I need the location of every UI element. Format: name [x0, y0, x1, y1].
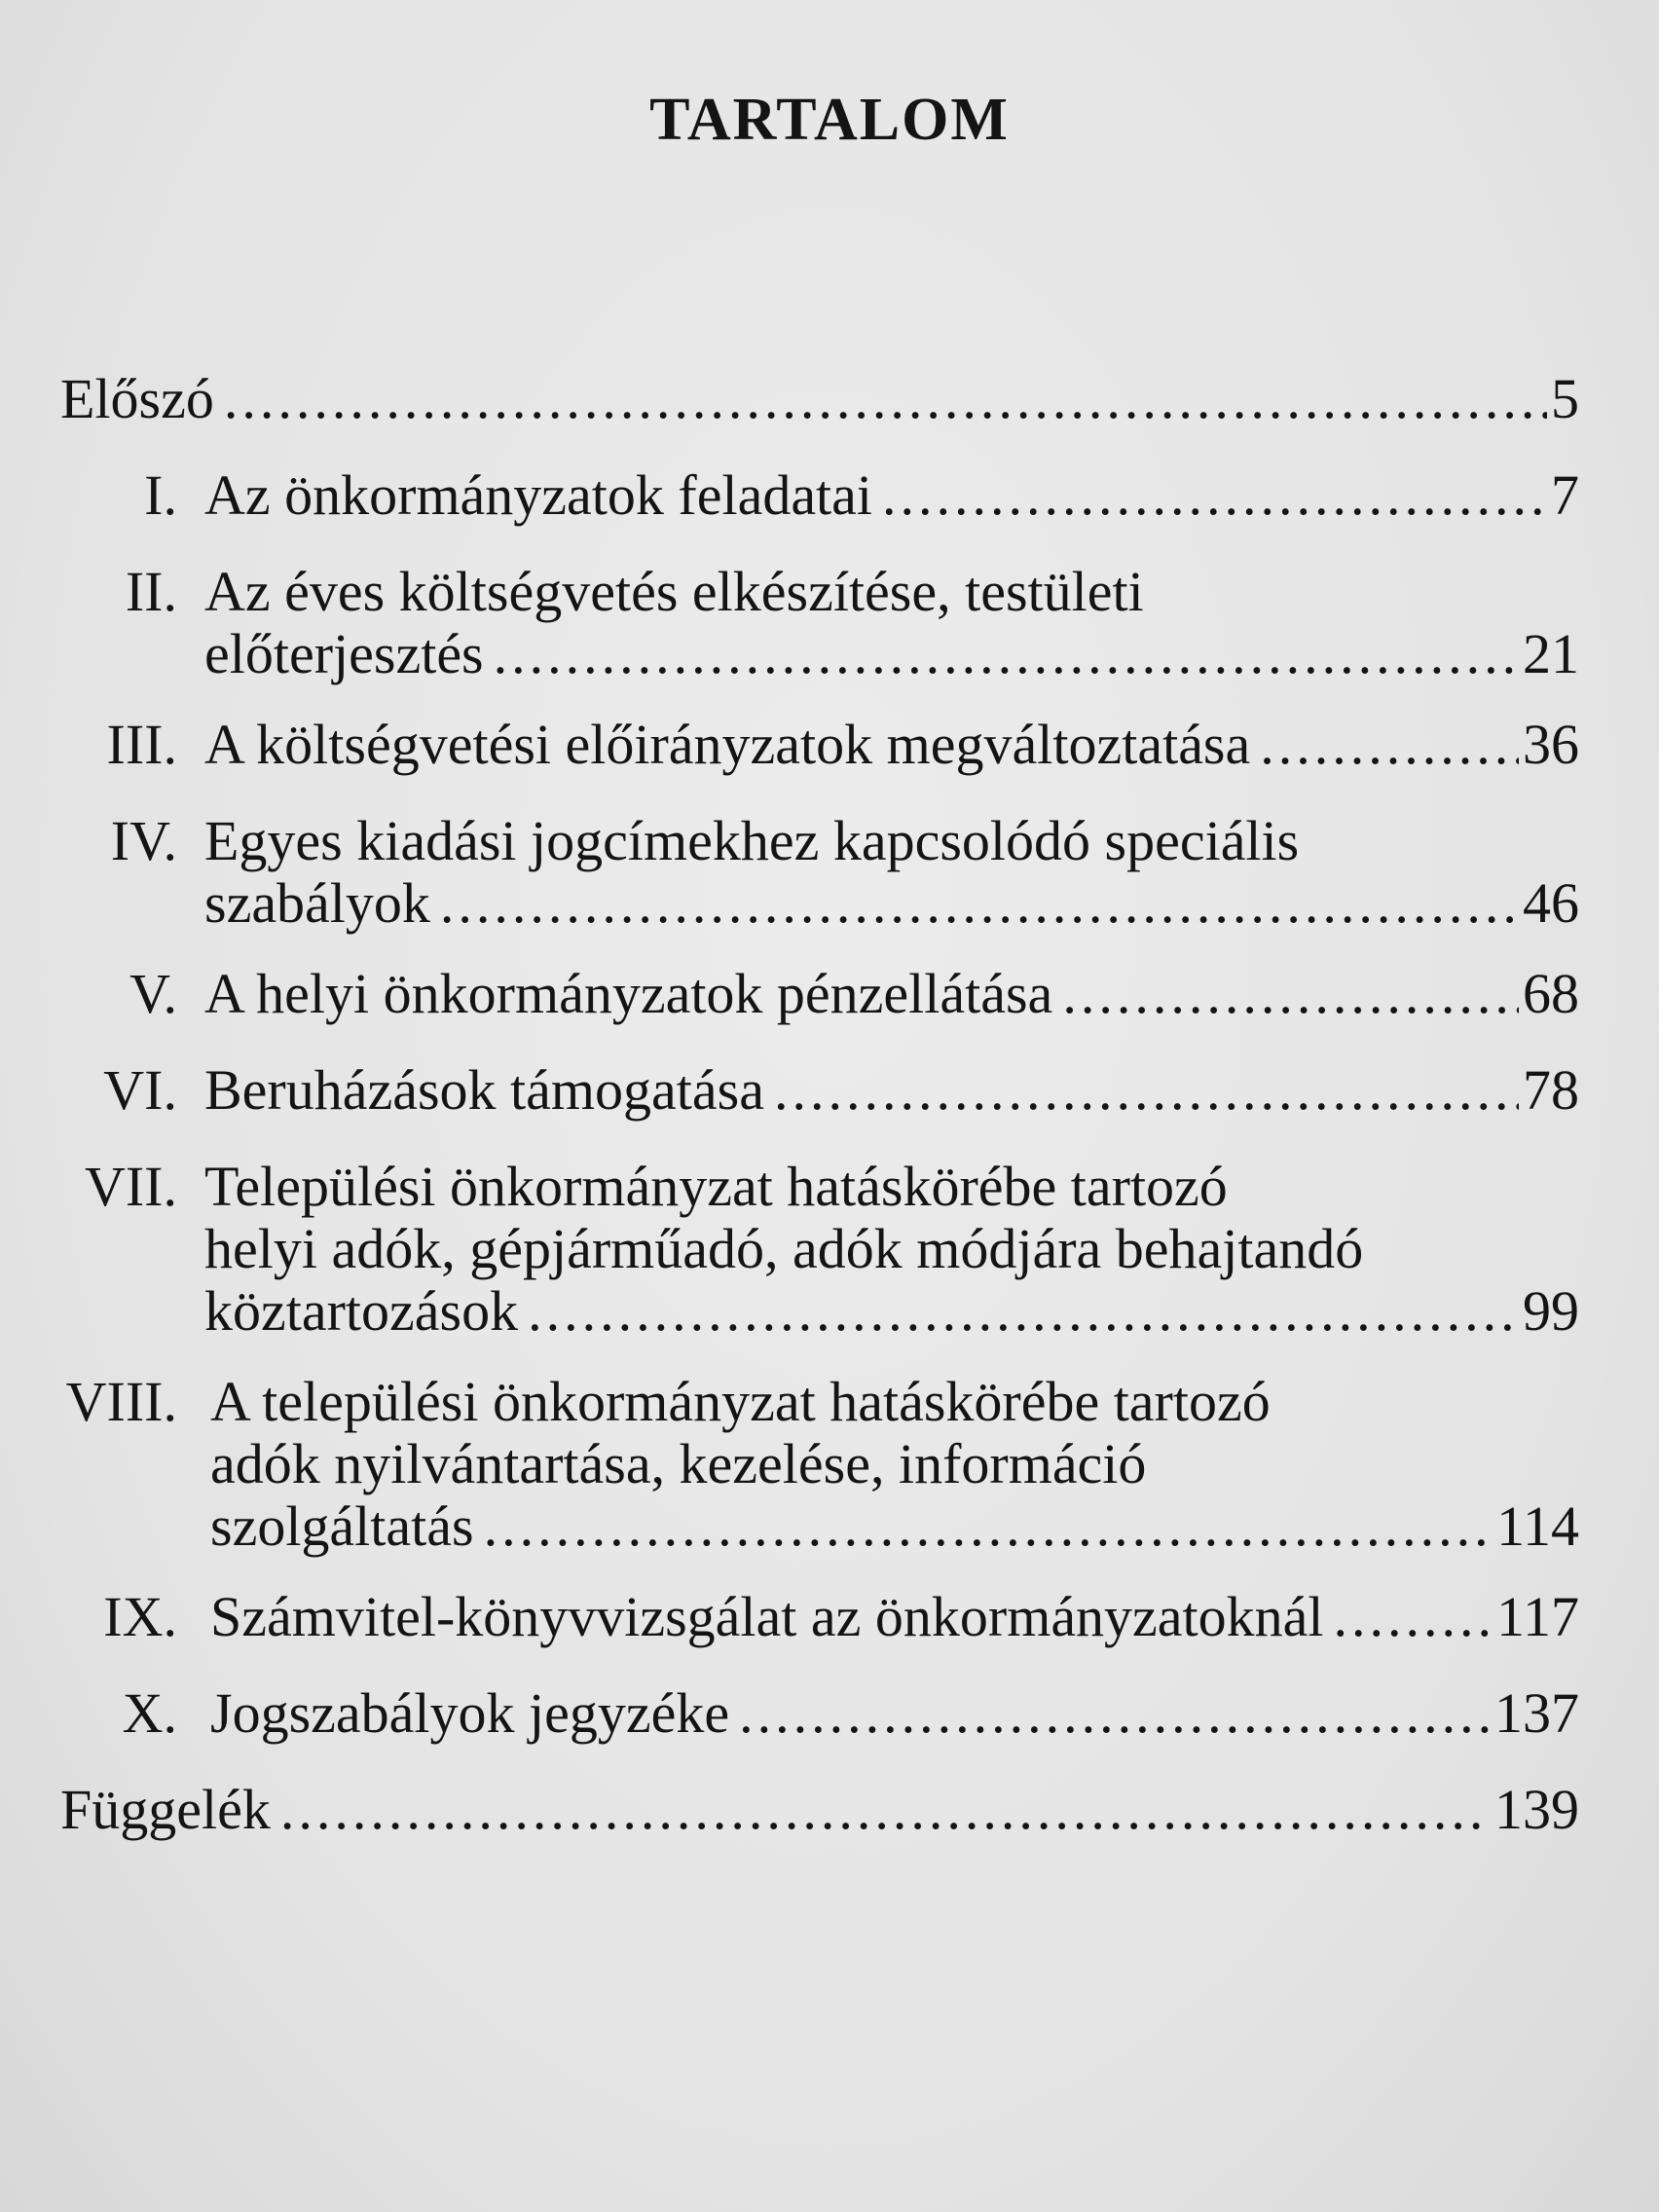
page-title: TARTALOM [649, 87, 1010, 153]
toc-entry-title: köztartozások [204, 1280, 519, 1343]
chapter-number: I. [144, 464, 177, 527]
toc-page-number: 117 [1496, 1586, 1579, 1648]
toc-entry-title: Jogszabályok jegyzéke [210, 1682, 730, 1745]
toc-page-number: 68 [1523, 963, 1579, 1025]
toc-entry-title: Számvitel-könyvvizsgálat az önkormányzatoknál [210, 1586, 1324, 1648]
toc-page-number: 21 [1523, 623, 1579, 685]
dot-leader [440, 872, 1519, 935]
toc-page-number: 139 [1494, 1779, 1579, 1841]
toc-entry-chapter-9 [60, 1586, 1579, 1648]
toc-entry-chapter-4 [60, 810, 1579, 935]
chapter-number: IV. [110, 810, 177, 872]
dot-leader [494, 623, 1519, 685]
dot-leader [739, 1682, 1491, 1745]
toc-entry-title: A helyi önkormányzatok pénzellátása [204, 963, 1053, 1025]
toc-entry-title-line: adók nyilvántartása, kezelése, információ [210, 1433, 1147, 1495]
chapter-number: VIII. [65, 1371, 177, 1433]
chapter-number: VII. [84, 1156, 177, 1218]
toc-entry-title-line: A települési önkormányzat hatáskörébe tartozó [210, 1371, 1271, 1433]
dot-leader [1062, 963, 1519, 1025]
toc-entry-title-line: helyi adók, gépjárműadó, adók módjára behajtandó [204, 1218, 1364, 1280]
toc-page-number: 137 [1494, 1682, 1579, 1745]
dot-leader [1260, 714, 1519, 776]
chapter-number: III. [106, 714, 177, 776]
dot-leader [528, 1280, 1519, 1343]
toc-page-number: 46 [1523, 872, 1579, 935]
toc-page-number: 36 [1523, 714, 1579, 776]
table-of-contents [60, 368, 1579, 1841]
toc-entry-title: szabályok [204, 872, 430, 935]
toc-entry-title-line: Települési önkormányzat hatáskörébe tartozó [204, 1156, 1228, 1218]
dot-leader [280, 1779, 1491, 1841]
chapter-number: X. [122, 1682, 177, 1745]
toc-page-number: 114 [1496, 1495, 1579, 1558]
dot-leader [224, 368, 1547, 430]
toc-entry-foreword [60, 368, 1579, 430]
chapter-number: IX. [103, 1586, 177, 1648]
toc-entry-chapter-10 [60, 1682, 1579, 1745]
toc-entry-title-line: Egyes kiadási jogcímekhez kapcsolódó speciális [204, 810, 1300, 872]
dot-leader [774, 1059, 1519, 1122]
toc-entry-title: Előszó [60, 368, 214, 430]
toc-entry-title: Függelék [60, 1779, 271, 1841]
toc-entry-appendix [60, 1779, 1579, 1841]
toc-entry-chapter-8 [60, 1371, 1579, 1558]
dot-leader [484, 1495, 1493, 1558]
toc-page-number: 99 [1523, 1280, 1579, 1343]
toc-entry-title: A költségvetési előirányzatok megváltoztatása [204, 714, 1251, 776]
dot-leader [882, 464, 1547, 527]
chapter-number: II. [125, 561, 177, 623]
toc-entry-chapter-1 [60, 464, 1579, 527]
chapter-number: V. [129, 963, 177, 1025]
toc-page-number: 5 [1551, 368, 1579, 430]
toc-entry-title: előterjesztés [204, 623, 484, 685]
toc-entry-title: szolgáltatás [210, 1495, 474, 1558]
toc-entry-chapter-6 [60, 1059, 1579, 1122]
dot-leader [1334, 1586, 1493, 1648]
toc-entry-chapter-2 [60, 561, 1579, 685]
toc-entry-title-line: Az éves költségvetés elkészítése, testületi [204, 561, 1144, 623]
toc-entry-chapter-3 [60, 714, 1579, 776]
toc-entry-title: Az önkormányzatok feladatai [204, 464, 873, 527]
toc-page-number: 7 [1551, 464, 1579, 527]
toc-entry-title: Beruházások támogatása [204, 1059, 764, 1122]
toc-page-number: 78 [1523, 1059, 1579, 1122]
toc-entry-chapter-7 [60, 1156, 1579, 1343]
toc-entry-chapter-5 [60, 963, 1579, 1025]
chapter-number: VI. [103, 1059, 177, 1122]
